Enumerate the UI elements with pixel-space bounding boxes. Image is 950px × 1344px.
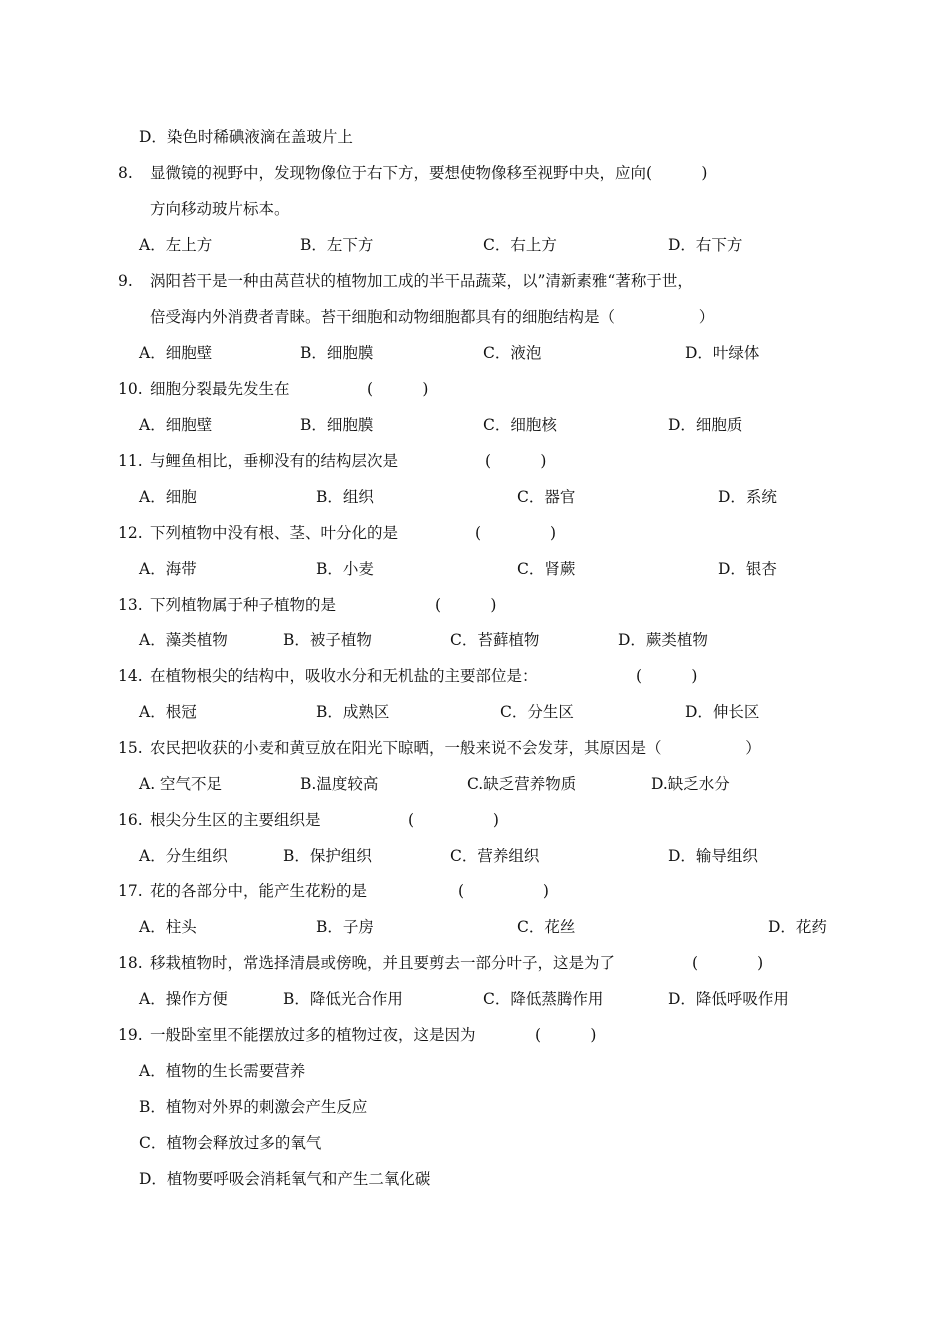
question-stem: 涡阳苔干是一种由莴苣状的植物加工成的半干品蔬菜，以”清新素雅“著称于世，: [150, 272, 693, 290]
option-c: C．肾蕨: [517, 560, 576, 578]
option-b: B.温度较高: [300, 775, 379, 793]
option-d: D．细胞质: [668, 416, 743, 434]
option-a: A．细胞: [139, 488, 197, 506]
question-number: 19.: [118, 1026, 143, 1044]
option-a: A．柱头: [139, 918, 197, 936]
option-c: C．植物会释放过多的氧气: [139, 1134, 322, 1152]
option-c: C．液泡: [483, 344, 542, 362]
question-stem-continued: 方向移动玻片标本。: [150, 200, 290, 218]
q7-option-d: D．染色时稀碘液滴在盖玻片上: [139, 128, 353, 146]
question-number: 15.: [118, 739, 143, 757]
option-b: B．细胞膜: [300, 344, 374, 362]
answer-paren: ( ): [458, 882, 549, 900]
question-number: 13.: [118, 596, 143, 614]
option-a: A．细胞壁: [139, 416, 213, 434]
option-b: B．组织: [316, 488, 374, 506]
option-c: C．分生区: [500, 703, 574, 721]
option-d: D．输导组织: [668, 847, 758, 865]
option-c: C．器官: [517, 488, 576, 506]
option-d: D．植物要呼吸会消耗氧气和产生二氧化碳: [139, 1170, 431, 1188]
option-d: D.缺乏水分: [651, 775, 730, 793]
option-a: A．分生组织: [139, 847, 228, 865]
option-b: B．降低光合作用: [283, 990, 403, 1008]
question-stem: 一般卧室里不能摆放过多的植物过夜，这是因为: [150, 1026, 476, 1044]
question-number: 8.: [118, 164, 133, 182]
question-number: 14.: [118, 667, 143, 685]
option-a: A．植物的生长需要营养: [139, 1062, 306, 1080]
option-b: B．子房: [316, 918, 374, 936]
answer-paren: ( ): [367, 380, 429, 398]
option-c: C．细胞核: [483, 416, 557, 434]
question-number: 17.: [118, 882, 143, 900]
question-stem: 细胞分裂最先发生在: [150, 380, 290, 398]
option-b: B．植物对外界的刺激会产生反应: [139, 1098, 368, 1116]
question-stem: 在植物根尖的结构中，吸收水分和无机盐的主要部位是：: [150, 667, 538, 685]
option-d: D．伸长区: [685, 703, 760, 721]
answer-paren: ( ): [408, 811, 499, 829]
question-stem-continued: 倍受海内外消费者青睐。苔干细胞和动物细胞都具有的细胞结构是（ ）: [150, 308, 715, 326]
option-c: C．降低蒸腾作用: [483, 990, 604, 1008]
question-number: 9.: [118, 272, 133, 290]
answer-paren: ( ): [475, 524, 557, 542]
option-a: A．细胞壁: [139, 344, 213, 362]
option-b: B．小麦: [316, 560, 374, 578]
option-d: D．叶绿体: [685, 344, 760, 362]
option-b: B．左下方: [300, 236, 374, 254]
option-d: D．右下方: [668, 236, 743, 254]
question-stem: 根尖分生区的主要组织是: [150, 811, 321, 829]
option-d: D．花药: [768, 918, 827, 936]
question-stem: 与鲤鱼相比，垂柳没有的结构层次是: [150, 452, 399, 470]
option-a: A．操作方便: [139, 990, 228, 1008]
option-a: A．海带: [139, 560, 197, 578]
option-b: B．成熟区: [316, 703, 390, 721]
answer-paren: ( ): [535, 1026, 597, 1044]
question-number: 10.: [118, 380, 143, 398]
question-number: 12.: [118, 524, 143, 542]
option-c: C．花丝: [517, 918, 576, 936]
option-d: D．降低呼吸作用: [668, 990, 789, 1008]
question-stem: 农民把收获的小麦和黄豆放在阳光下晾晒，一般来说不会发芽，其原因是（ ）: [150, 739, 761, 757]
option-d: D．蕨类植物: [618, 631, 708, 649]
question-stem: 显微镜的视野中，发现物像位于右下方，要想使物像移至视野中央，应向( ): [150, 164, 708, 182]
option-b: B．细胞膜: [300, 416, 374, 434]
option-c: C．苔藓植物: [450, 631, 540, 649]
question-stem: 花的各部分中，能产生花粉的是: [150, 882, 368, 900]
answer-paren: ( ): [636, 667, 698, 685]
option-b: B．被子植物: [283, 631, 372, 649]
question-stem: 移栽植物时，常选择清晨或傍晚，并且要剪去一部分叶子，这是为了: [150, 954, 616, 972]
answer-paren: ( ): [485, 452, 547, 470]
answer-paren: ( ): [435, 596, 497, 614]
question-stem: 下列植物属于种子植物的是: [150, 596, 337, 614]
option-d: D．系统: [718, 488, 777, 506]
option-a: A．根冠: [139, 703, 197, 721]
option-c: C．右上方: [483, 236, 557, 254]
answer-paren: ( ): [692, 954, 764, 972]
option-d: D．银杏: [718, 560, 777, 578]
question-number: 16.: [118, 811, 143, 829]
question-number: 11.: [118, 452, 143, 470]
option-a: A．左上方: [139, 236, 213, 254]
option-c: C.缺乏营养物质: [467, 775, 577, 793]
option-a: A. 空气不足: [139, 775, 223, 793]
option-c: C．营养组织: [450, 847, 540, 865]
question-number: 18.: [118, 954, 143, 972]
question-stem: 下列植物中没有根、茎、叶分化的是: [150, 524, 399, 542]
option-b: B．保护组织: [283, 847, 372, 865]
option-a: A．藻类植物: [139, 631, 228, 649]
